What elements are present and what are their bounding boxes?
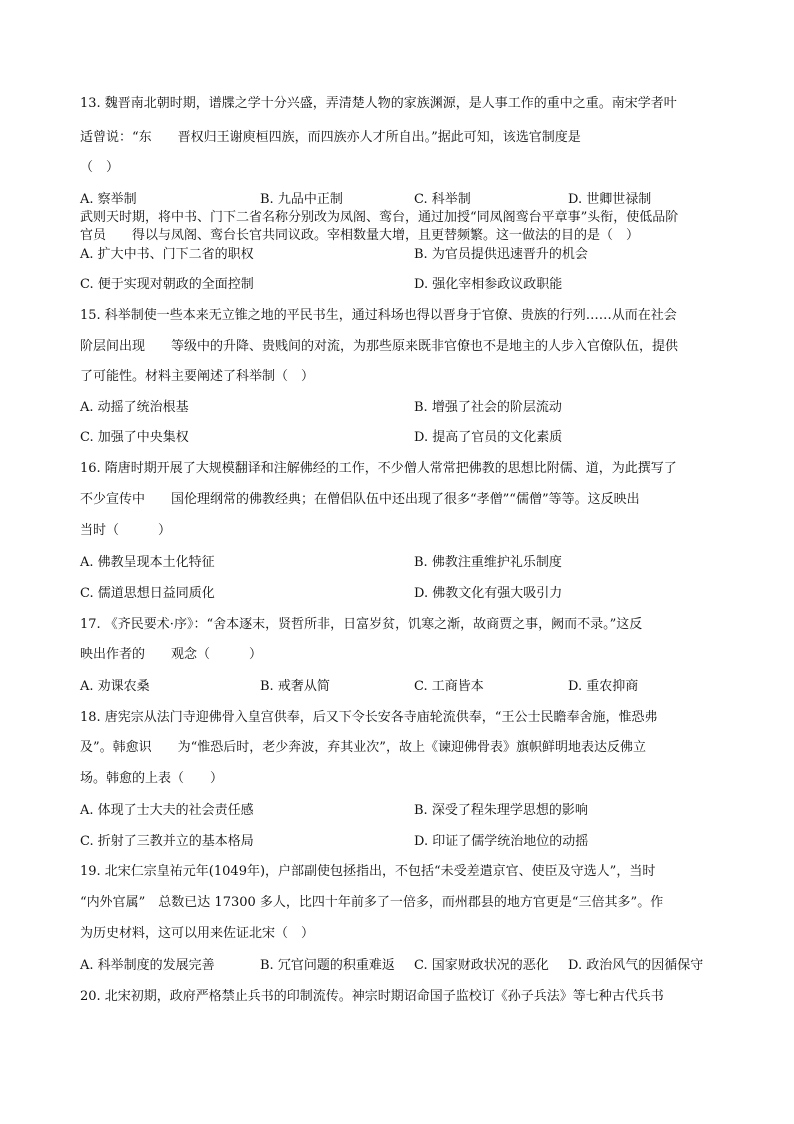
q13-line-3: （ ） — [80, 160, 120, 175]
q18-line-3: 场。韩愈的上表（ ） — [80, 771, 224, 786]
q16-option-a: A. 佛教呈现本土化特征 — [80, 555, 215, 570]
q14-line-2: 官员 得以与凤阁、鸾台长官共同议政。宰相数量大增，且更替频繁。这一做法的目的是（ ） — [80, 228, 640, 243]
q19-option-a: A. 科举制度的发展完善 — [80, 958, 215, 973]
q18-option-d: D. 印证了儒学统治地位的动摇 — [414, 834, 589, 849]
q14-option-a: A. 扩大中书、门下二省的职权 — [80, 247, 254, 262]
q15-line-1: 15. 科举制使一些本来无立锥之地的平民书生，通过科场也得以晋身于官僚、贵族的行列……从而在社会 — [80, 308, 677, 323]
q19-line-1: 19. 北宋仁宗皇祐元年(1049年)，户部副使包拯指出，不包括“未受差遣京官、使臣及守选人”，当时 — [80, 864, 656, 879]
q14-option-c: C. 便于实现对朝政的全面控制 — [80, 277, 254, 292]
q15-option-d: D. 提高了官员的文化素质 — [414, 430, 563, 445]
q16-option-c: C. 儒道思想日益同质化 — [80, 586, 215, 601]
q20-line-1: 20. 北宋初期，政府严格禁止兵书的印制流传。神宗时期诏命国子监校订《孙子兵法》等七种古代兵书 — [80, 989, 664, 1004]
q13-option-a: A. 察举制 — [80, 192, 137, 207]
q18-option-a: A. 体现了士大夫的社会责任感 — [80, 803, 254, 818]
q15-line-2: 阶层间出现 等级中的升降、贵贱间的对流，为那些原来既非官僚也不是地主的人步入官僚队伍，提供 — [80, 339, 679, 354]
q16-option-d: D. 佛教文化有强大吸引力 — [414, 586, 563, 601]
q16-option-b: B. 佛教注重维护礼乐制度 — [414, 555, 562, 570]
q14-line-1: 武则天时期，将中书、门下二省名称分别改为凤阁、鸾台，通过加授“同凤阁鸾台平章事”头衔，使低品阶 — [80, 210, 679, 225]
q17-line-2: 映出作者的 观念（ ） — [80, 647, 263, 662]
q15-option-c: C. 加强了中央集权 — [80, 430, 189, 445]
q16-line-3: 当时（ ） — [80, 523, 172, 538]
q18-line-1: 18. 唐宪宗从法门寺迎佛骨入皇宫供奉，后又下令长安各寺庙轮流供奉，“王公士民瞻奉舍施，惟恐弗 — [80, 710, 658, 725]
q18-line-2: 及”。韩愈识 为“惟恐后时，老少奔波，弃其业次”，故上《谏迎佛骨表》旗帜鲜明地表达反佛立 — [80, 740, 646, 755]
q17-option-a: A. 劝课农桑 — [80, 679, 150, 694]
q19-option-d: D. 政治风气的因循保守 — [568, 958, 704, 973]
q16-line-2: 不少宣传中 国伦理纲常的佛教经典；在僧侣队伍中还出现了很多“孝僧”“儒僧”等等。这反映出 — [80, 492, 640, 507]
q13-line-1: 13. 魏晋南北朝时期，谱牒之学十分兴盛，弄清楚人物的家族渊源，是人事工作的重中之重。南宋学者叶 — [80, 96, 677, 111]
q17-option-b: B. 戒奢从简 — [260, 679, 330, 694]
q14-option-d: D. 强化宰相参政议政职能 — [414, 277, 563, 292]
q15-option-a: A. 动摇了统治根基 — [80, 400, 189, 415]
q19-option-b: B. 冗官问题的积重难返 — [260, 958, 395, 973]
q19-line-2: “内外官属” 总数已达 17300 多人，比四十年前多了一倍多，而州郡县的地方官更是“三倍其多”。作 — [80, 895, 664, 910]
q13-option-c: C. 科举制 — [414, 192, 471, 207]
q17-line-1: 17. 《齐民要术·序》：“舍本逐末，贤哲所非，日富岁贫，饥寒之渐，故商贾之事，阙而不录。”这反 — [80, 617, 643, 632]
q19-option-c: C. 国家财政状况的恶化 — [414, 958, 549, 973]
q15-option-b: B. 增强了社会的阶层流动 — [414, 400, 562, 415]
q13-option-b: B. 九品中正制 — [260, 192, 343, 207]
q16-line-1: 16. 隋唐时期开展了大规模翻译和注解佛经的工作，不少僧人常常把佛教的思想比附儒、道，为此撰写了 — [80, 461, 677, 476]
q17-option-c: C. 工商皆本 — [414, 679, 484, 694]
q13-option-d: D. 世卿世禄制 — [568, 192, 652, 207]
q14-option-b: B. 为官员提供迅速晋升的机会 — [414, 247, 588, 262]
q15-line-3: 了可能性。材料主要阐述了科举制（ ） — [80, 369, 315, 384]
q18-option-c: C. 折射了三教并立的基本格局 — [80, 834, 254, 849]
q17-option-d: D. 重农抑商 — [568, 679, 639, 694]
q19-line-3: 为历史材料，这可以用来佐证北宋（ ） — [80, 926, 315, 941]
q13-line-2: 适曾说：“东 晋权归王谢庾桓四族，而四族亦人才所自出。”据此可知，该选官制度是 — [80, 130, 581, 145]
q18-option-b: B. 深受了程朱理学思想的影响 — [414, 803, 588, 818]
